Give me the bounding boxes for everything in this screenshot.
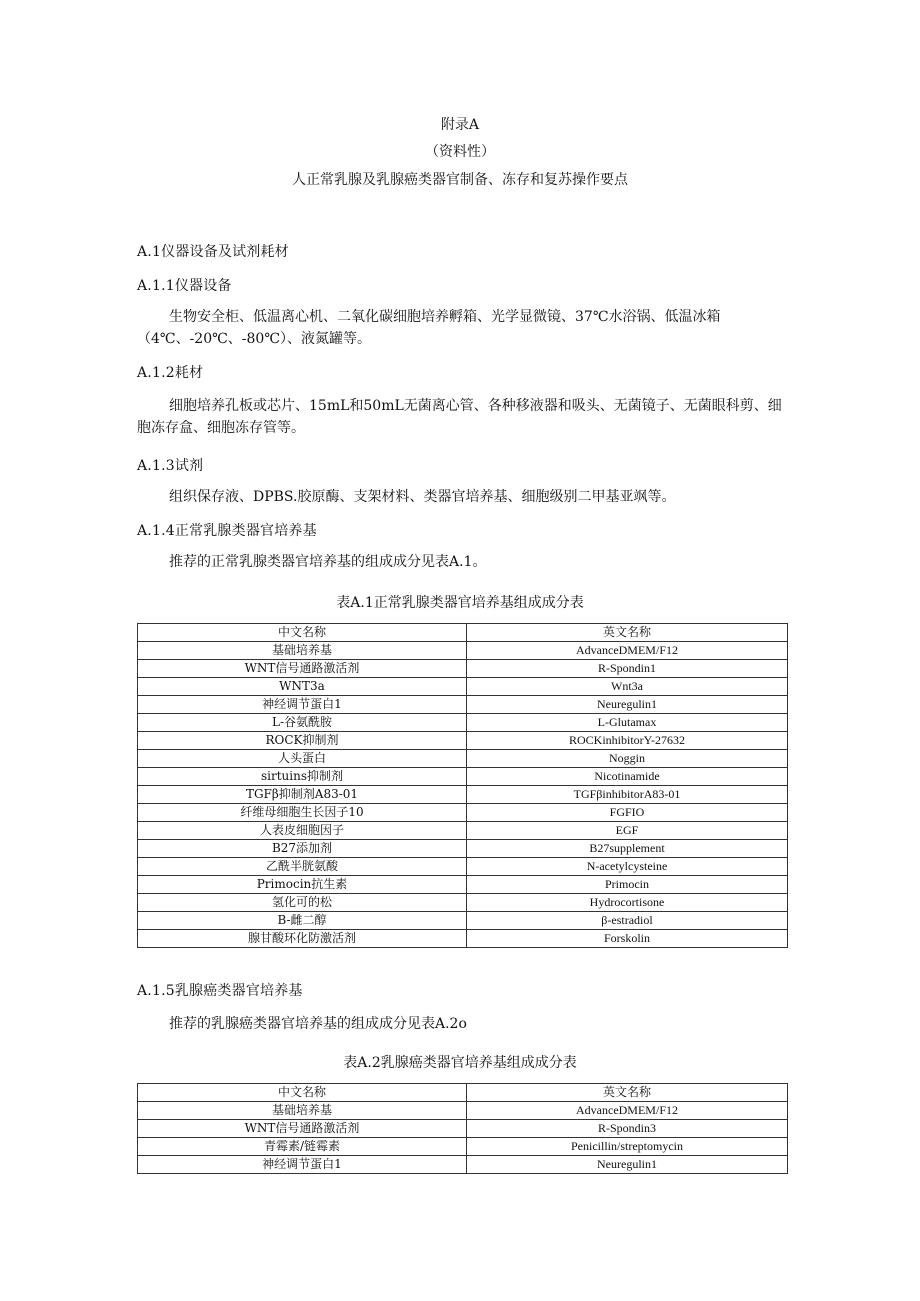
cell-chinese-name: sirtuins抑制剂: [138, 768, 467, 786]
section-a11-heading: A.1.1仪器设备: [137, 278, 232, 294]
cell-chinese-name: Primocin抗生素: [138, 876, 467, 894]
table-row: [138, 714, 788, 732]
appendix-title: 人正常乳腺及乳腺癌类器官制备、冻存和复苏操作要点: [292, 172, 628, 188]
cell-chinese-name: 腺甘酸环化防激活剂: [138, 930, 467, 948]
cell-chinese-name: L-谷氨酰胺: [138, 714, 467, 732]
table1-caption: 表A.1正常乳腺类器官培养基组成成分表: [336, 595, 584, 611]
cell-english-name: Neuregulin1: [467, 696, 788, 714]
cell-english-name: FGFIO: [467, 804, 788, 822]
cell-chinese-name: 基础培养基: [138, 1102, 467, 1120]
cell-chinese-name: WNT信号通路激活剂: [138, 1120, 467, 1138]
section-a12-heading: A.1.2耗材: [137, 365, 204, 381]
cell-chinese-name: WNT信号通路激活剂: [138, 660, 467, 678]
table-row: [138, 696, 788, 714]
section-a15-heading: A.1.5乳腺癌类器官培养基: [137, 983, 303, 999]
cell-chinese-name: 神经调节蛋白1: [138, 696, 467, 714]
cell-english-name: Noggin: [467, 750, 788, 768]
cell-english-name: TGFβinhibitorA83-01: [467, 786, 788, 804]
table-row: [138, 768, 788, 786]
cell-english-name: Nicotinamide: [467, 768, 788, 786]
cell-chinese-name: 乙酰半胱氨酸: [138, 858, 467, 876]
appendix-nature: （资料性）: [425, 144, 495, 160]
table2-header-cn: 中文名称: [138, 1084, 467, 1102]
table-row: [138, 894, 788, 912]
cell-english-name: ROCKinhibitorY-27632: [467, 732, 788, 750]
cell-chinese-name: 青霉素/链霉素: [138, 1138, 467, 1156]
table-row: [138, 1120, 788, 1138]
cell-chinese-name: WNT3a: [138, 678, 467, 696]
table1-header-cn: 中文名称: [138, 624, 467, 642]
cell-english-name: AdvanceDMEM/F12: [467, 642, 788, 660]
cell-english-name: R-Spondin1: [467, 660, 788, 678]
cell-chinese-name: 纤维母细胞生长因子10: [138, 804, 467, 822]
table1-header-en: 英文名称: [467, 624, 788, 642]
table2-header-row: [138, 1084, 788, 1102]
cell-english-name: Primocin: [467, 876, 788, 894]
table-row: [138, 786, 788, 804]
cell-english-name: Wnt3a: [467, 678, 788, 696]
table2-caption: 表A.2乳腺癌类器官培养基组成成分表: [343, 1055, 577, 1071]
table1: [137, 623, 788, 948]
cell-chinese-name: 氢化可的松: [138, 894, 467, 912]
cell-chinese-name: TGFβ抑制剂A83-01: [138, 786, 467, 804]
section-a14-heading: A.1.4正常乳腺类器官培养基: [137, 523, 317, 539]
table-row: [138, 840, 788, 858]
section-a13-heading: A.1.3试剂: [137, 458, 204, 474]
cell-english-name: R-Spondin3: [467, 1120, 788, 1138]
cell-chinese-name: 人表皮细胞因子: [138, 822, 467, 840]
table-row: [138, 660, 788, 678]
cell-english-name: N-acetylcysteine: [467, 858, 788, 876]
table1-header-row: [138, 624, 788, 642]
table2: [137, 1083, 788, 1174]
table-row: [138, 858, 788, 876]
cell-chinese-name: 神经调节蛋白1: [138, 1156, 467, 1174]
cell-chinese-name: 人头蛋白: [138, 750, 467, 768]
cell-english-name: β-estradiol: [467, 912, 788, 930]
section-a13-text: 组织保存液、DPBS.胶原酶、支架材料、类器官培养基、细胞级别二甲基亚飒等。: [169, 489, 676, 505]
table-row: [138, 930, 788, 948]
cell-english-name: B27supplement: [467, 840, 788, 858]
table-row: [138, 804, 788, 822]
cell-chinese-name: ROCK抑制剂: [138, 732, 467, 750]
table-row: [138, 1102, 788, 1120]
section-a1-heading: A.1仪器设备及试剂耗材: [137, 244, 289, 260]
section-a15-text: 推荐的乳腺癌类器官培养基的组成成分见表A.2o: [169, 1016, 467, 1032]
cell-english-name: Penicillin/streptomycin: [467, 1138, 788, 1156]
cell-chinese-name: B27添加剂: [138, 840, 467, 858]
cell-english-name: Forskolin: [467, 930, 788, 948]
section-a12-text: 细胞培养孔板或芯片、15mL和50mL无菌离心管、各种移液器和吸头、无菌镜子、无菌眼科剪、细胞冻存盒、细胞冻存管等。: [137, 398, 782, 436]
appendix-label: 附录A: [440, 117, 480, 133]
cell-english-name: Neuregulin1: [467, 1156, 788, 1174]
table-row: [138, 1138, 788, 1156]
section-a14-text: 推荐的正常乳腺类器官培养基的组成成分见表A.1。: [169, 554, 487, 570]
table-row: [138, 822, 788, 840]
table-row: [138, 912, 788, 930]
table-row: [138, 750, 788, 768]
cell-english-name: Hydrocortisone: [467, 894, 788, 912]
table-row: [138, 876, 788, 894]
cell-chinese-name: B-雌二醇: [138, 912, 467, 930]
table-row: [138, 678, 788, 696]
cell-english-name: AdvanceDMEM/F12: [467, 1102, 788, 1120]
table-row: [138, 1156, 788, 1174]
table-row: [138, 642, 788, 660]
cell-english-name: EGF: [467, 822, 788, 840]
cell-chinese-name: 基础培养基: [138, 642, 467, 660]
section-a11-text: 生物安全柜、低温离心机、二氧化碳细胞培养孵箱、光学显微镜、37℃水浴锅、低温冰箱（4℃、-20℃、-80℃）、液氮罐等。: [137, 309, 721, 347]
table-row: [138, 732, 788, 750]
table2-header-en: 英文名称: [467, 1084, 788, 1102]
cell-english-name: L-Glutamax: [467, 714, 788, 732]
